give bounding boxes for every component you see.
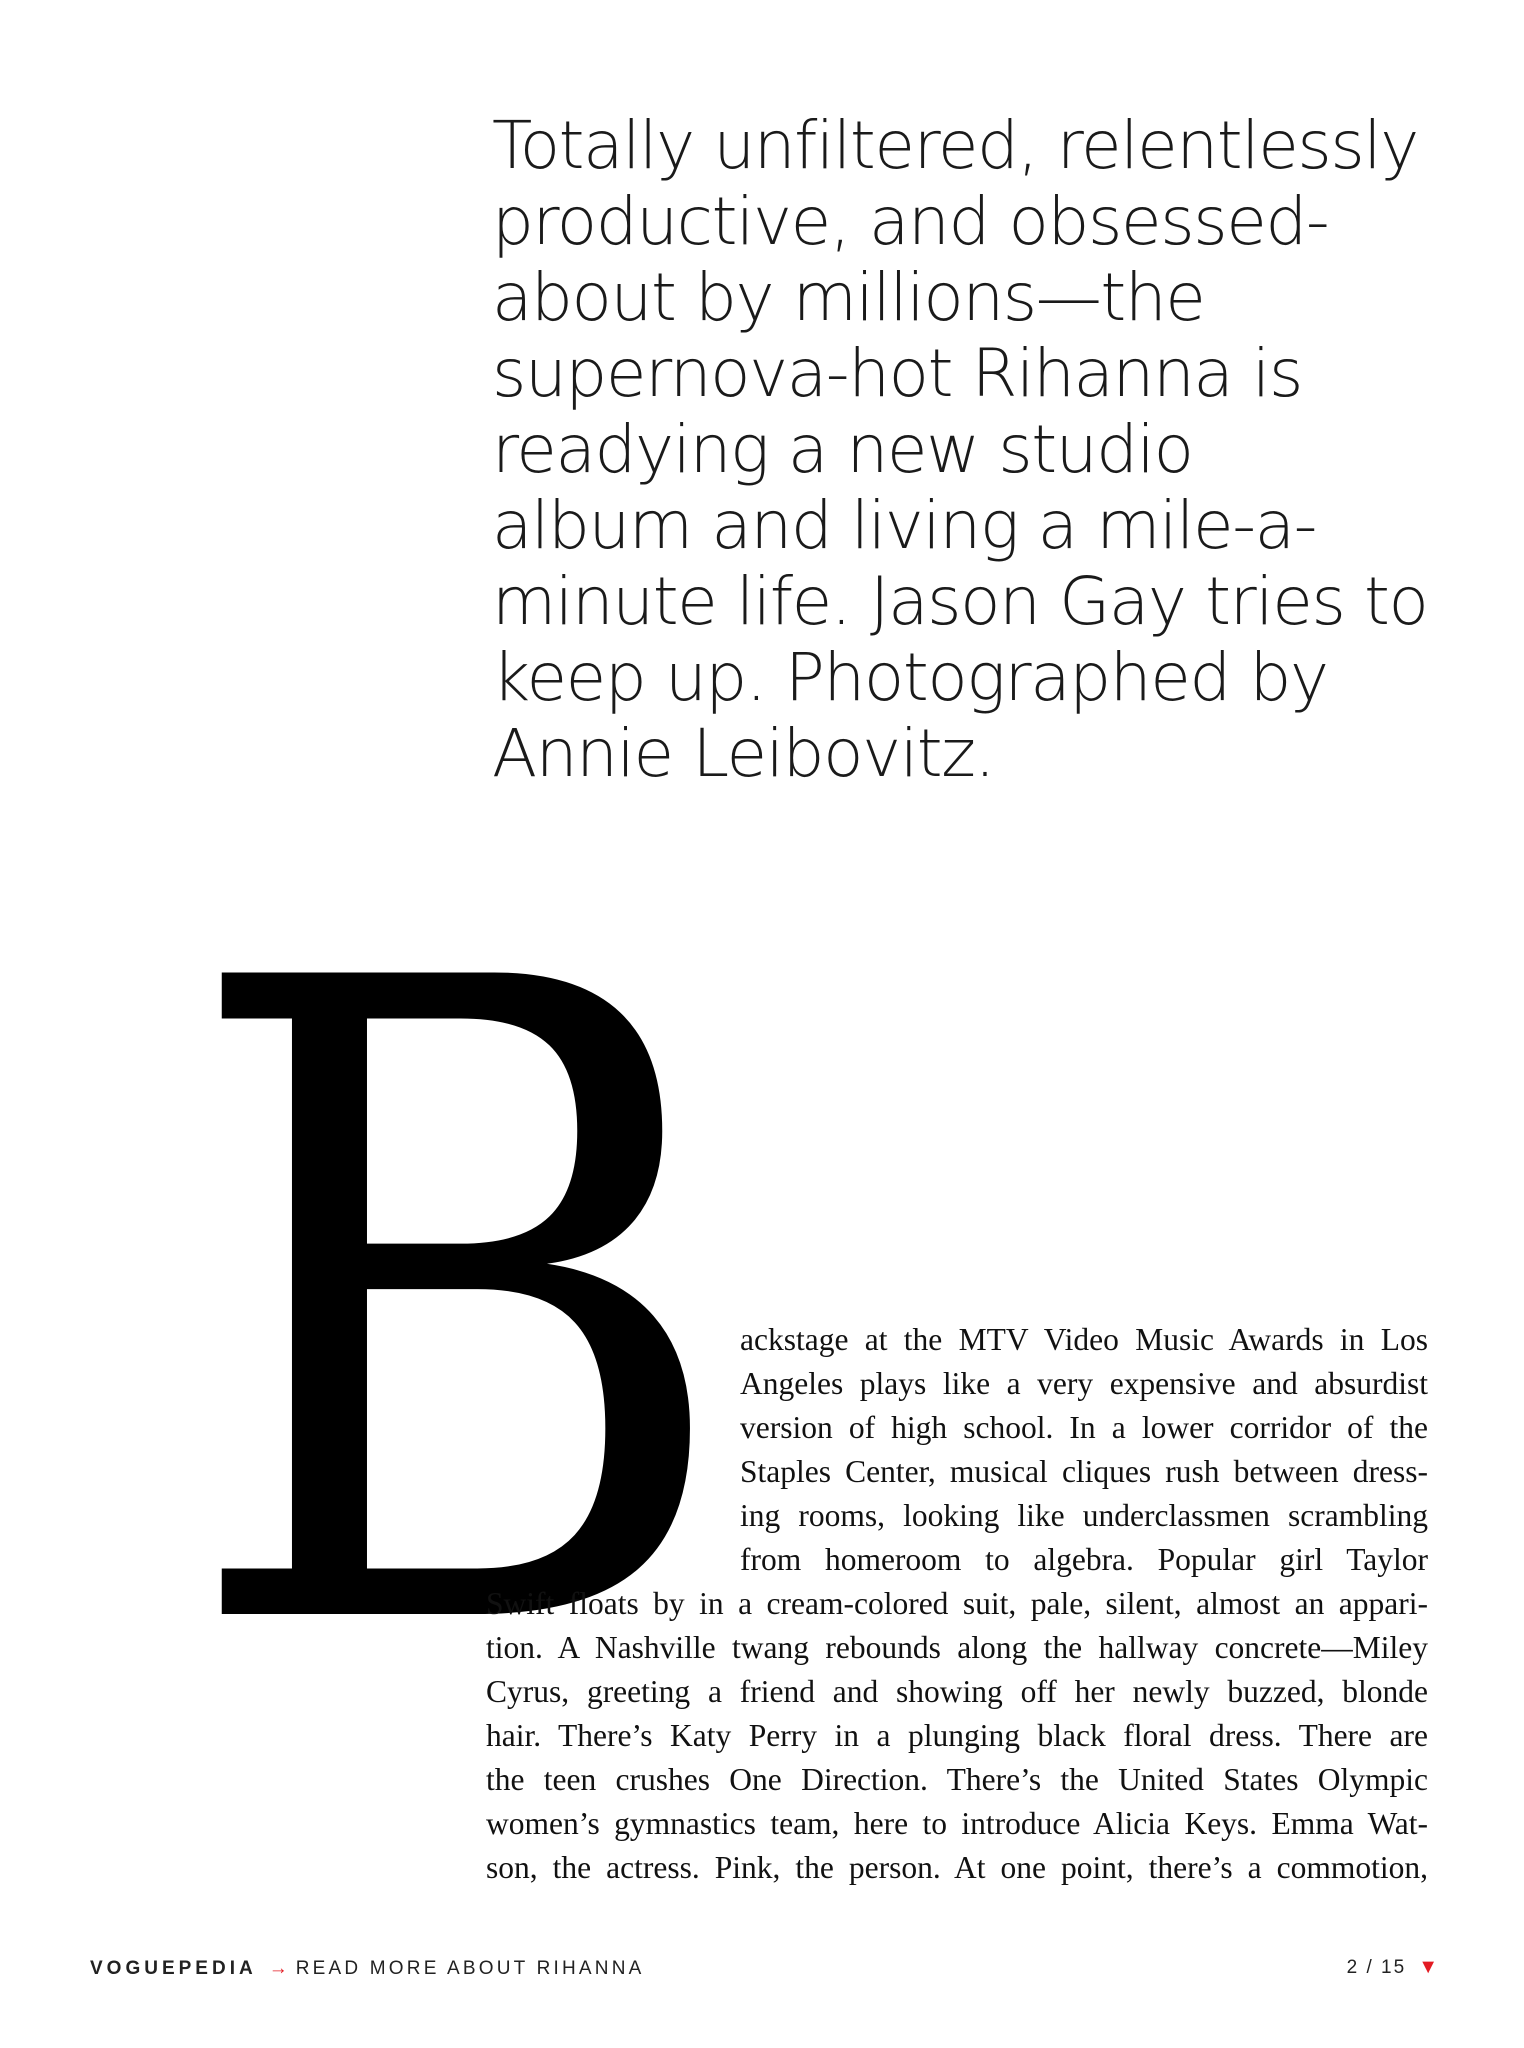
deck-line: minute life. Jason Gay tries to xyxy=(492,563,1428,640)
body-line: ackstage at the MTV Video Music Awards in Los xyxy=(740,1322,1428,1357)
voguepedia-brand: VOGUEPEDIA xyxy=(90,1958,257,1979)
body-line: Swift floats by in a cream-colored suit, pale, silent, almost an appari- xyxy=(486,1586,1428,1621)
body-line: son, the actress. Pink, the person. At one point, there’s a commotion, xyxy=(486,1850,1428,1885)
deck-line: album and living a mile-a- xyxy=(492,487,1317,564)
body-line: tion. A Nashville twang rebounds along the hallway concrete—Miley xyxy=(486,1630,1428,1665)
body-line: Staples Center, musical cliques rush between dress- xyxy=(740,1454,1428,1489)
page-indicator xyxy=(1347,1956,1440,1979)
page-number: 2 / 15 xyxy=(1346,1956,1407,1978)
body-line: Cyrus, greeting a friend and showing off her newly buzzed, blonde xyxy=(486,1674,1428,1709)
body-line: Angeles plays like a very expensive and absurdist xyxy=(740,1366,1428,1401)
deck-line: about by millions—the xyxy=(492,259,1205,336)
deck-line: supernova-hot Rihanna is xyxy=(492,335,1302,412)
body-line: from homeroom to algebra. Popular girl Taylor xyxy=(740,1542,1428,1577)
next-page-triangle-icon[interactable]: ▼ xyxy=(1418,1956,1440,1978)
deck-line: productive, and obsessed- xyxy=(492,183,1329,260)
drop-cap: B xyxy=(180,797,737,1822)
read-more-link[interactable]: READ MORE ABOUT RIHANNA xyxy=(295,1958,645,1979)
deck-line: Annie Leibovitz. xyxy=(492,715,995,792)
body-line: ing rooms, looking like underclassmen scrambling xyxy=(740,1498,1428,1533)
deck-line: Totally unfiltered, relentlessly xyxy=(492,107,1418,184)
article-deck xyxy=(492,107,1428,792)
voguepedia-footer xyxy=(90,1958,645,1980)
body-line: version of high school. In a lower corridor of the xyxy=(740,1410,1428,1445)
deck-line: keep up. Photographed by xyxy=(492,639,1328,716)
body-line: women’s gymnastics team, here to introduce Alicia Keys. Emma Wat- xyxy=(486,1806,1428,1841)
body-line: the teen crushes One Direction. There’s the United States Olympic xyxy=(486,1762,1428,1797)
arrow-right-icon: → xyxy=(268,1958,288,1979)
deck-line: readying a new studio xyxy=(492,411,1193,488)
body-line: hair. There’s Katy Perry in a plunging black floral dress. There are xyxy=(486,1718,1428,1753)
